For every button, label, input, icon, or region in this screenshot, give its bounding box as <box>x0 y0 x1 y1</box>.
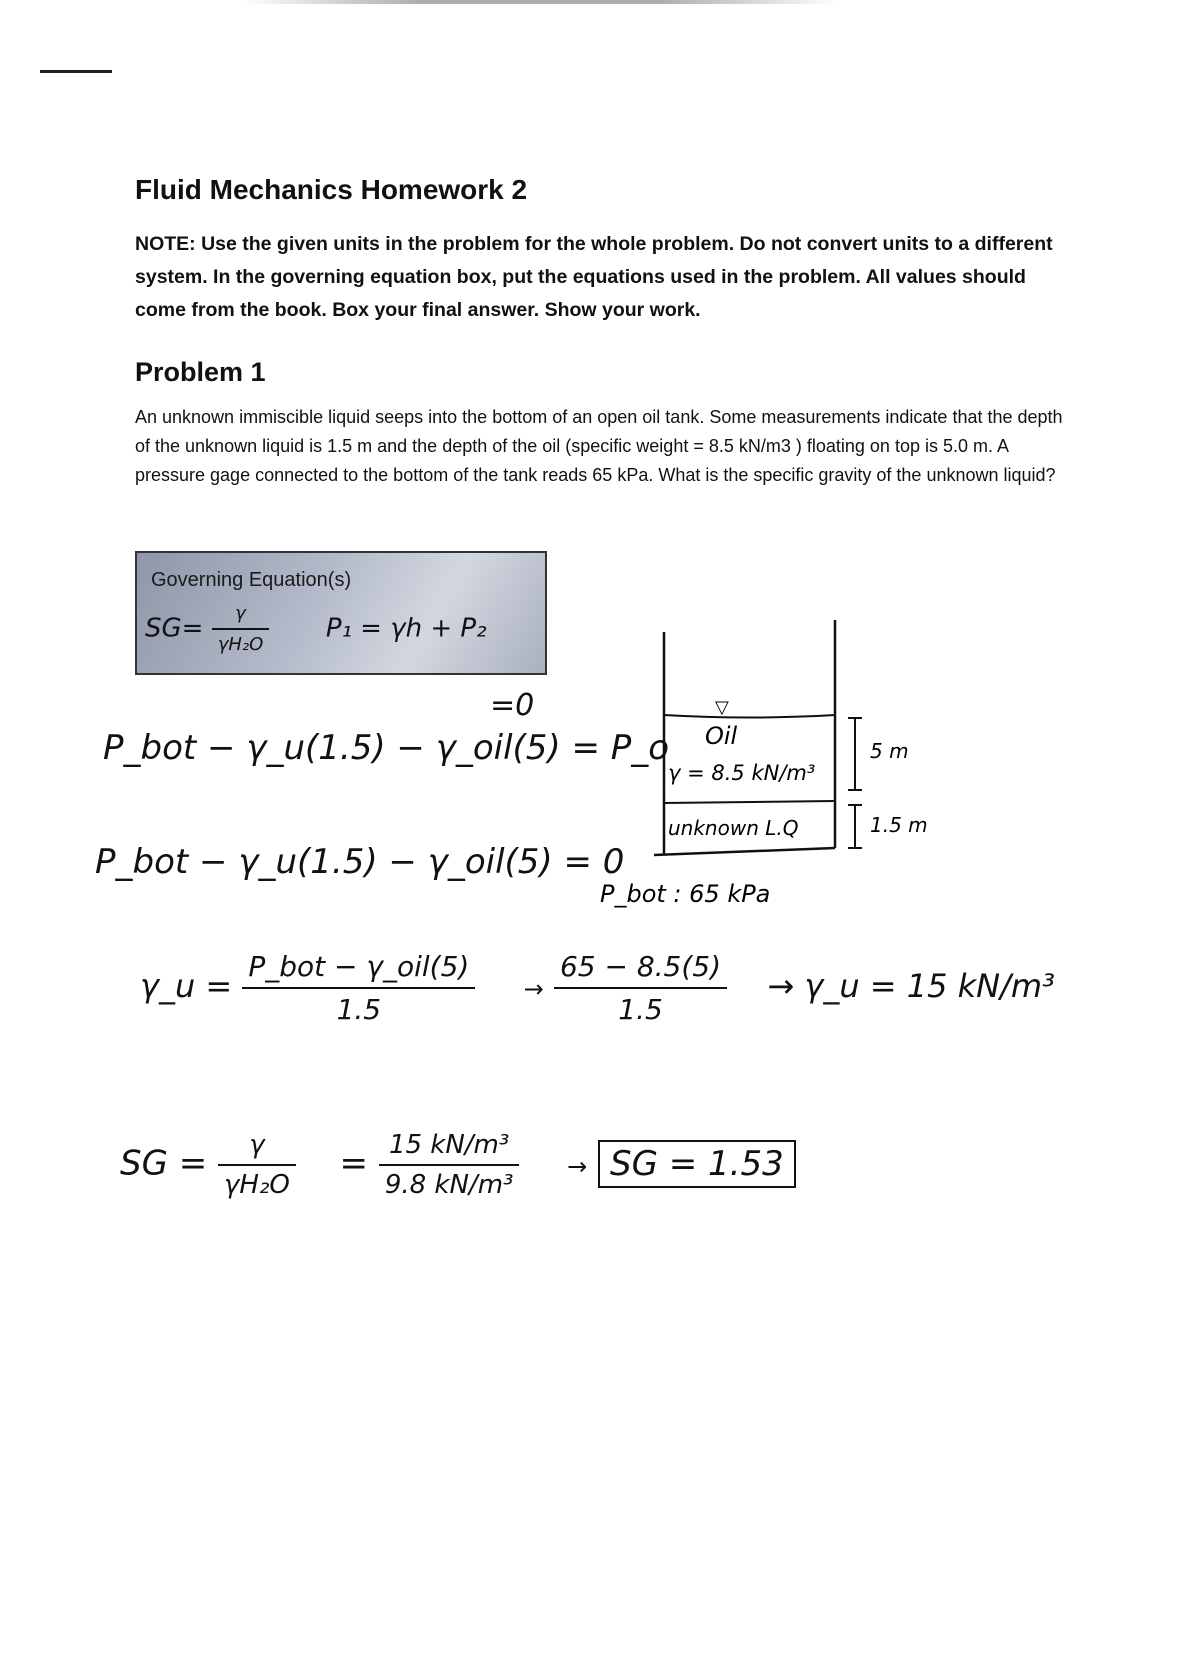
sg-numerator: γ <box>212 603 270 630</box>
governing-equation-label: Governing Equation(s) <box>151 569 352 591</box>
sg-values-numerator: 15 kN/m³ <box>379 1130 520 1166</box>
work-line-4 <box>120 1130 796 1200</box>
unknown-depth-label: 1.5 m <box>870 813 928 837</box>
instructions-note: NOTE: Use the given units in the problem for the whole problem. Do not convert units to a different system. In the governing equation box, put the equations used in the problem. All values should come from the book. Box your final answer. Show your work. <box>135 233 1053 321</box>
sg-work-lhs: SG = <box>120 1143 208 1184</box>
sg-work-equals: = <box>339 1143 368 1184</box>
work-annotation-zero: =0 <box>490 688 535 723</box>
page-title: Fluid Mechanics Homework 2 <box>135 174 528 205</box>
oil-label: Oil <box>705 722 738 750</box>
pressure-equation: P₁ = γh + P₂ <box>325 613 487 644</box>
depth-dimension-1-5m <box>848 805 862 848</box>
free-surface-icon: ▽ <box>715 697 729 718</box>
gamma-u-result: → γ_u = 15 kN/m³ <box>767 967 1055 1005</box>
interface-line <box>664 801 835 803</box>
arrow-1: → <box>523 975 544 1003</box>
sg-fraction <box>212 603 270 655</box>
work-line-2: P_bot − γ_u(1.5) − γ_oil(5) = 0 <box>95 842 625 882</box>
oil-surface-line <box>664 715 835 718</box>
gamma-u-fraction <box>242 950 475 1026</box>
sg-lhs: SG= <box>145 613 204 644</box>
gamma-u-numerator: P_bot − γ_oil(5) <box>242 950 475 989</box>
substitution-denominator: 1.5 <box>618 993 663 1026</box>
sg-values-denominator: 9.8 kN/m³ <box>384 1170 514 1200</box>
governing-equations <box>145 603 487 655</box>
depth-dimension-5m <box>848 718 862 790</box>
bottom-pressure-label: P_bot : 65 kPa <box>600 880 771 908</box>
substitution-numerator: 65 − 8.5(5) <box>554 950 727 989</box>
problem-heading: Problem 1 <box>135 357 266 387</box>
work-line-1: P_bot − γ_u(1.5) − γ_oil(5) = P_o <box>103 728 670 768</box>
sg-denominator: γH₂O <box>217 634 264 655</box>
oil-depth-label: 5 m <box>870 739 909 763</box>
arrow-final: → <box>567 1152 588 1181</box>
sg-work-denominator: γH₂O <box>224 1170 290 1200</box>
oil-specific-weight: γ = 8.5 kN/m³ <box>668 761 816 785</box>
sg-values-fraction <box>379 1130 520 1200</box>
problem-statement: An unknown immiscible liquid seeps into the bottom of an open oil tank. Some measurements indicate that the depth of the unknown liquid is 1.5 m and the depth of the oil (specific weight = 8.5 kN/m3 ) floating on top is 5.0 m. A pressure gage connected to the bottom of the tank reads 65 kPa. What is the specific gravity of the unknown liquid? <box>135 407 1063 485</box>
final-answer-box: SG = 1.53 <box>598 1140 796 1188</box>
governing-equation-box <box>135 551 547 675</box>
scan-shadow <box>0 0 1200 4</box>
gamma-u-denominator: 1.5 <box>336 993 382 1026</box>
sg-work-numerator: γ <box>218 1130 296 1166</box>
unknown-liquid-label: unknown L.Q <box>668 816 799 840</box>
gamma-u-lhs: γ_u = <box>140 967 233 1005</box>
tank-diagram <box>580 620 940 940</box>
gamma-u-substitution <box>554 950 727 1026</box>
sg-work-fraction <box>218 1130 296 1200</box>
scan-edge-mark <box>40 70 112 73</box>
work-line-3 <box>140 950 1055 1026</box>
